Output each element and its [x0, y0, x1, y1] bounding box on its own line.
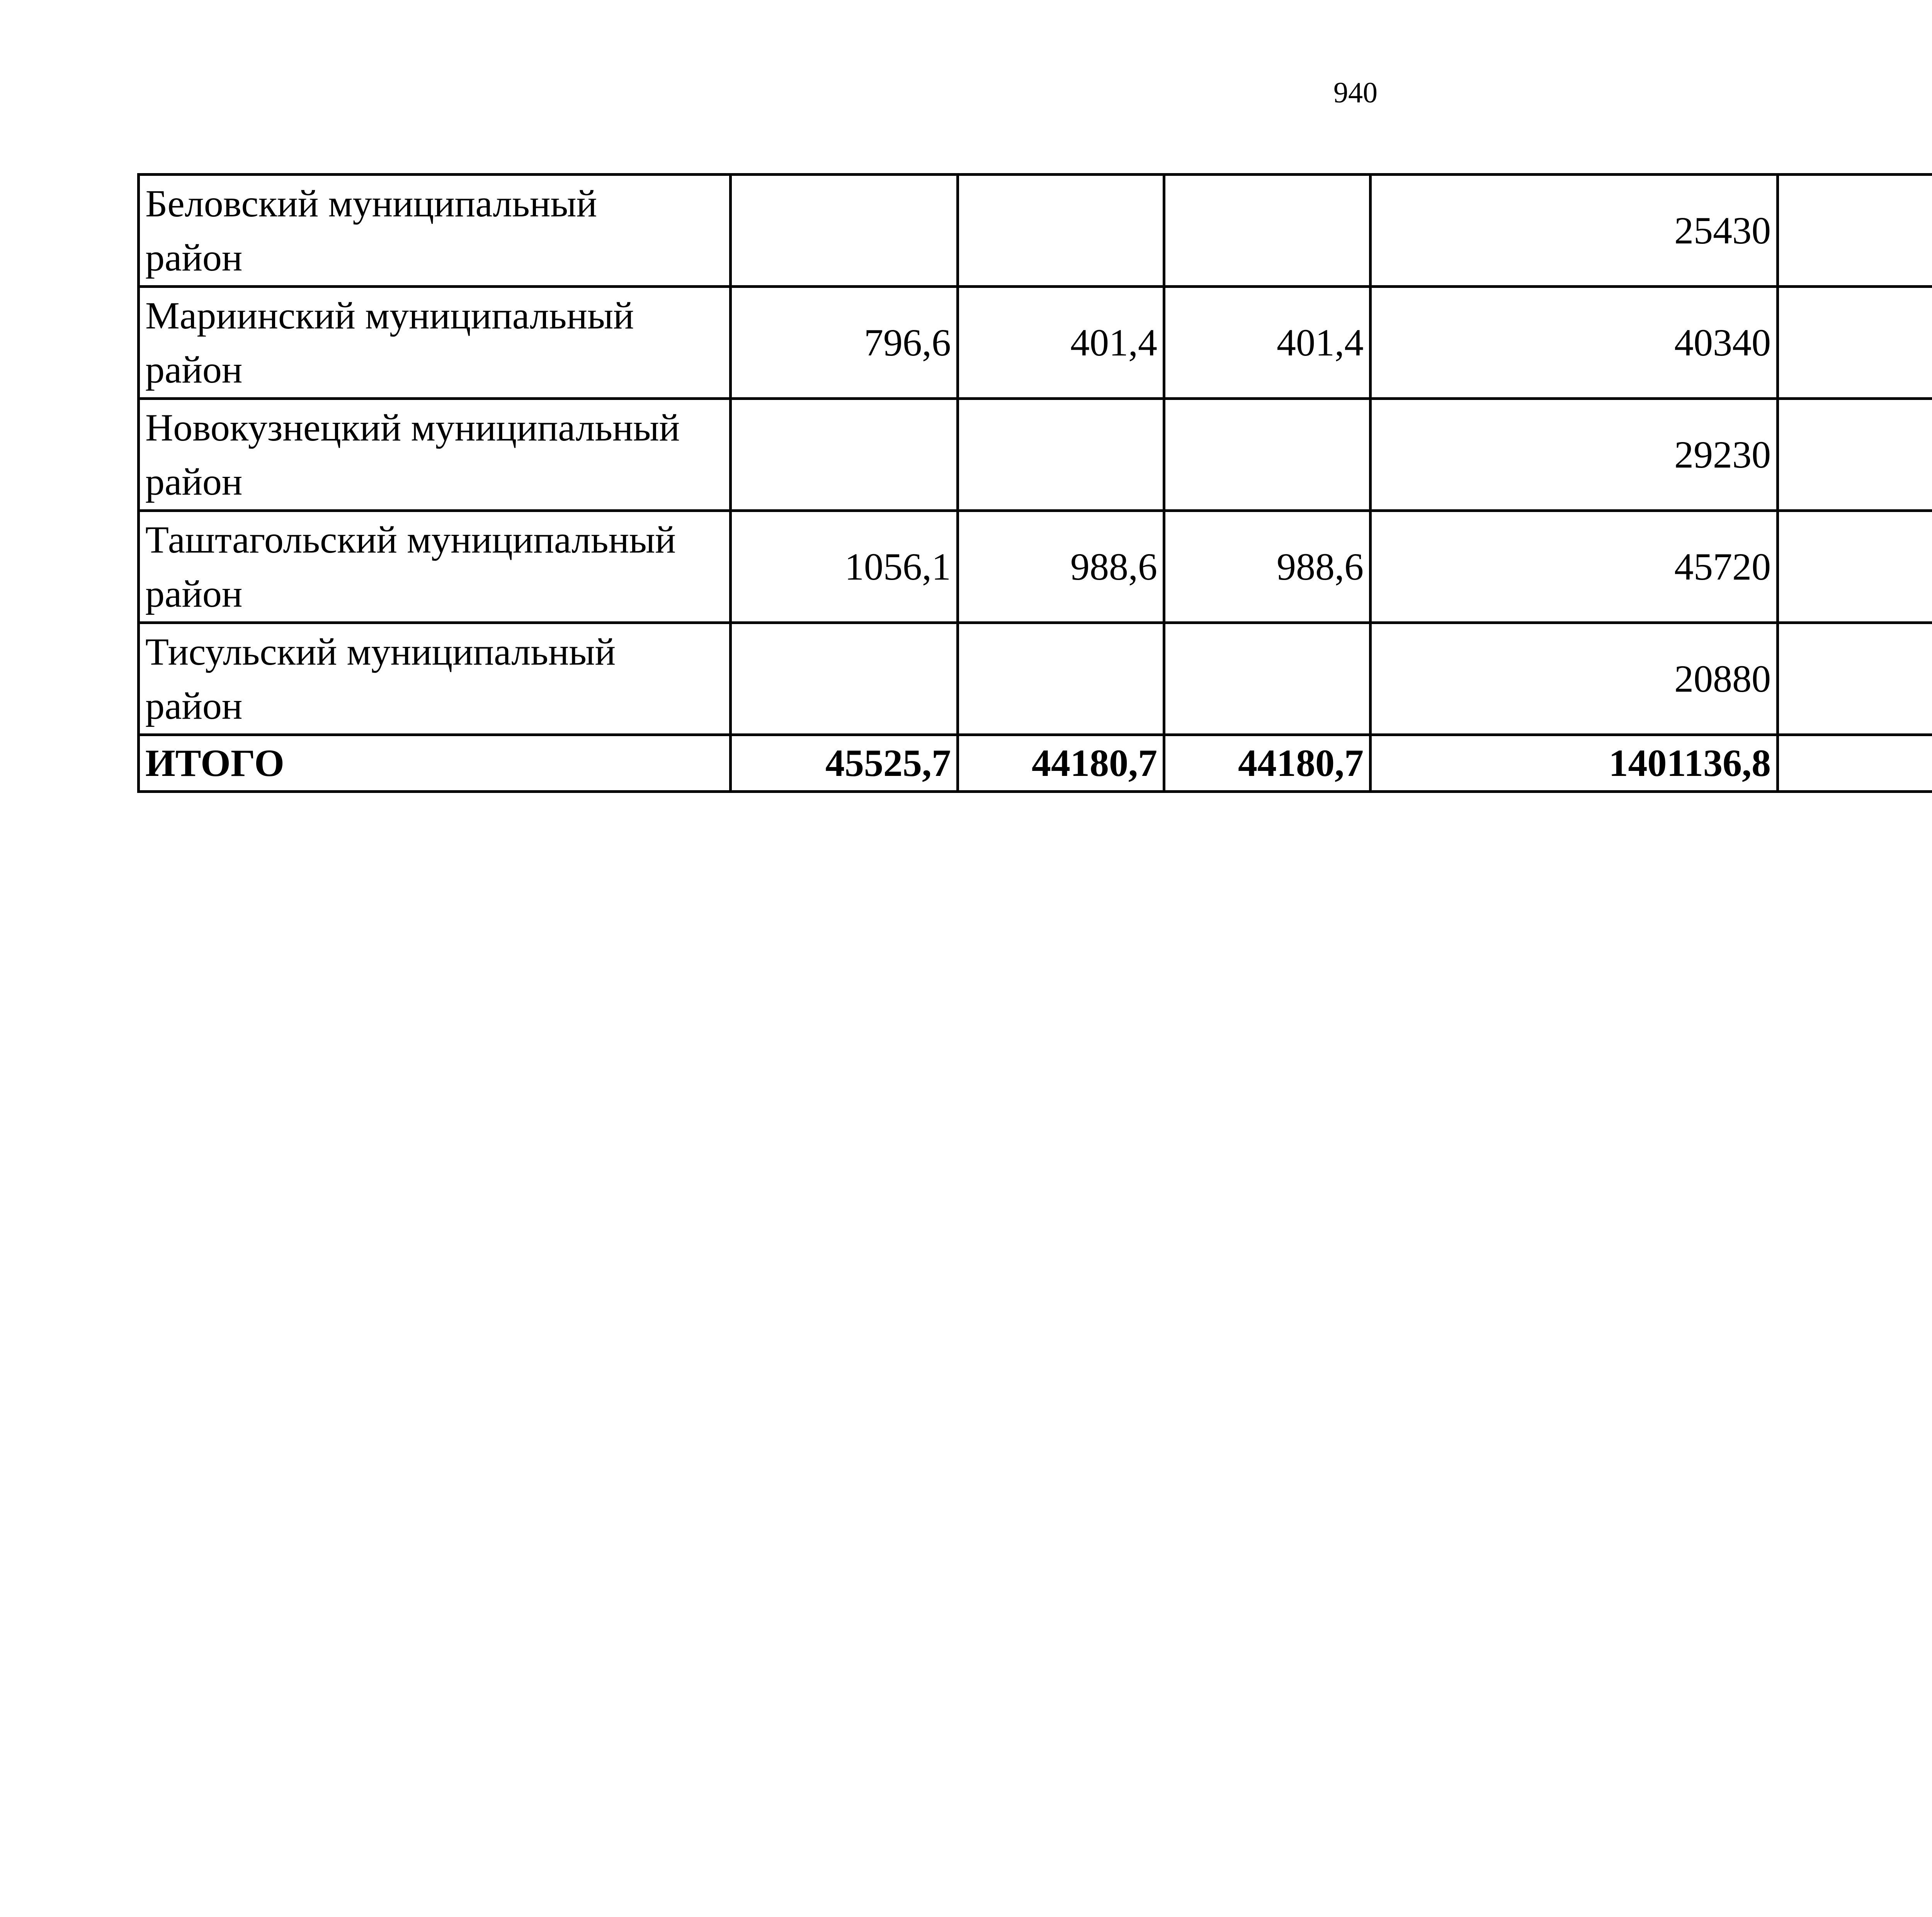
value-cell: 20880 — [1371, 623, 1778, 735]
district-name-cell — [139, 287, 731, 399]
value-cell — [1164, 399, 1371, 511]
district-name-line2: район — [145, 236, 243, 279]
value-cell — [1778, 511, 1932, 623]
total-value-cell: 45525,7 — [731, 735, 958, 792]
district-name-cell — [139, 175, 731, 287]
district-name-line1: Беловский муниципальный — [145, 182, 597, 225]
value-cell — [1164, 623, 1371, 735]
total-row — [139, 735, 1932, 792]
total-value-cell: 1401136,8 — [1371, 735, 1778, 792]
value-cell: 1056,1 — [731, 511, 958, 623]
value-cell: 401,4 — [958, 287, 1164, 399]
value-cell — [1778, 175, 1932, 287]
total-value-cell: 44180,7 — [1164, 735, 1371, 792]
total-value-cell: 44180,7 — [958, 735, 1164, 792]
district-name-line2: район — [145, 460, 243, 503]
value-cell: 796,6 — [731, 287, 958, 399]
value-cell — [1164, 175, 1371, 287]
value-cell: 45720 — [1371, 511, 1778, 623]
table-row — [139, 623, 1932, 735]
table-row — [139, 175, 1932, 287]
value-cell: 29230 — [1371, 399, 1778, 511]
table-row — [139, 287, 1932, 399]
page-number: 940 — [1333, 77, 1378, 109]
value-cell — [1778, 287, 1932, 399]
total-value-cell — [1778, 735, 1932, 792]
district-name-line1: Тисульский муниципальный — [145, 630, 616, 673]
total-label: ИТОГО — [139, 735, 731, 792]
district-name-cell — [139, 511, 731, 623]
district-name-line1: Мариинский муниципальный — [145, 294, 634, 337]
district-name-cell — [139, 399, 731, 511]
budget-table — [137, 173, 1932, 793]
district-name-line2: район — [145, 348, 243, 391]
value-cell: 25430 — [1371, 175, 1778, 287]
table-row — [139, 399, 1932, 511]
value-cell — [731, 399, 958, 511]
district-name-line1: Таштагольский муниципальный — [145, 518, 676, 561]
value-cell: 988,6 — [1164, 511, 1371, 623]
value-cell: 988,6 — [958, 511, 1164, 623]
district-name-cell — [139, 623, 731, 735]
value-cell — [958, 175, 1164, 287]
district-name-line2: район — [145, 572, 243, 615]
table-row — [139, 511, 1932, 623]
value-cell — [1778, 399, 1932, 511]
value-cell: 40340 — [1371, 287, 1778, 399]
value-cell — [958, 623, 1164, 735]
value-cell — [958, 399, 1164, 511]
district-name-line2: район — [145, 684, 243, 727]
value-cell — [1778, 623, 1932, 735]
value-cell — [731, 175, 958, 287]
value-cell: 401,4 — [1164, 287, 1371, 399]
value-cell — [731, 623, 958, 735]
district-name-line1: Новокузнецкий муниципальный — [145, 406, 680, 449]
